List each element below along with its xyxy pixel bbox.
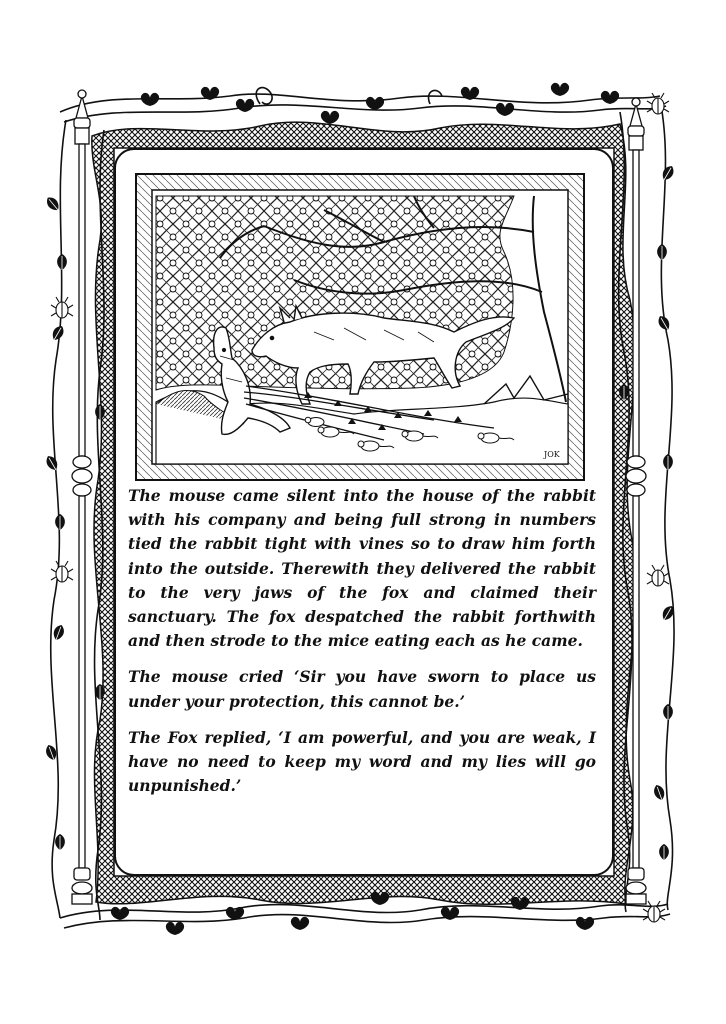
fox-rabbit-illustration xyxy=(134,172,586,482)
story-paragraph-2: The mouse cried ‘Sir you have sworn to place us under your protection, this cannot be.’ xyxy=(128,667,596,711)
story-paragraph-1: The mouse came silent into the house of the rabbit with his company and being full strong in numbers tied the rabbit tight with vines so to draw him forth into the outside. Therewith they delivered the rabbit to the very jaws of the fox and claimed their sanctuary. The fox despatched the rabbit forthwith and then strode to the mice eating each as he came. xyxy=(128,486,596,651)
left-pillar xyxy=(72,90,92,904)
story-paragraph-3: The Fox replied, ‘I am powerful, and you are weak, I have no need to keep my word and my lies will go unpunished.’ xyxy=(128,727,596,796)
story-text xyxy=(128,484,596,810)
artist-monogram: JOK xyxy=(544,450,560,459)
finial-icon xyxy=(76,96,88,118)
finial-icon xyxy=(630,104,642,126)
